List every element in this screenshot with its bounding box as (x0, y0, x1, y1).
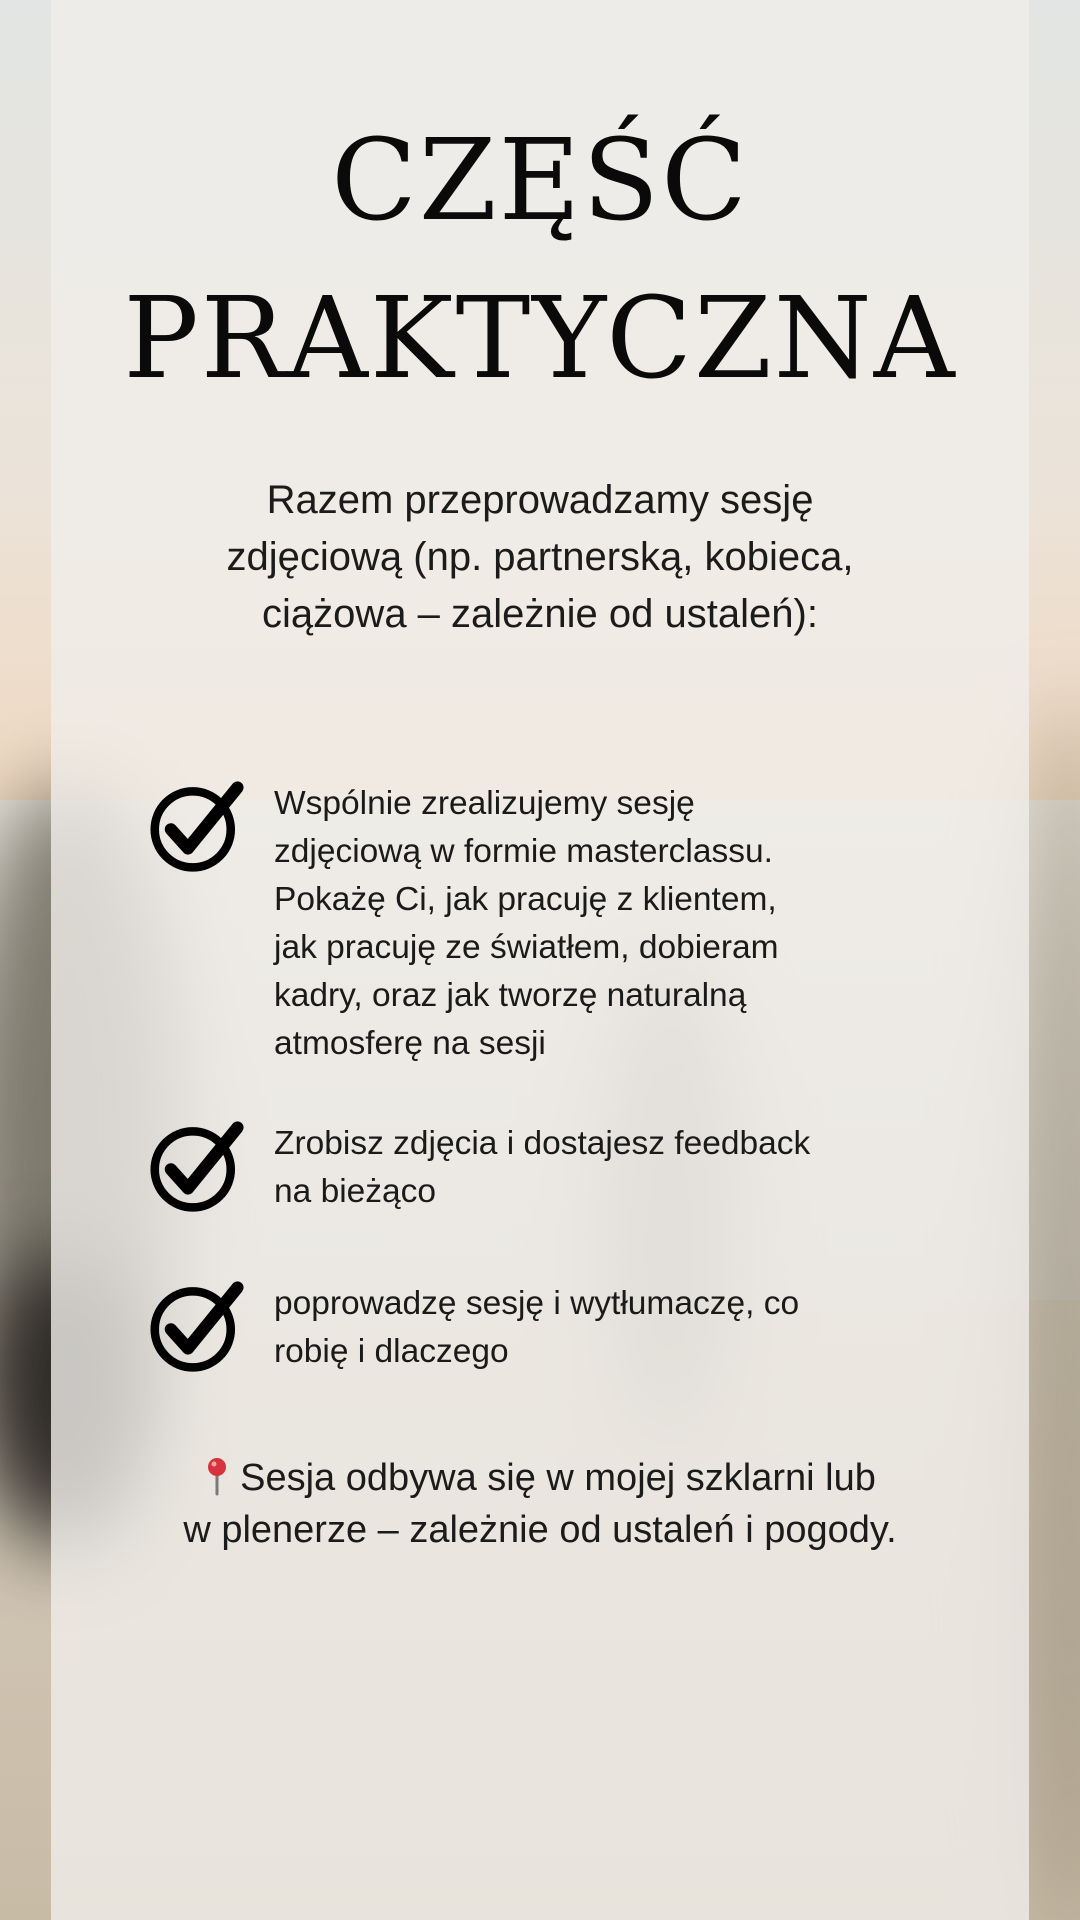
checkmark-circle-icon (150, 1280, 245, 1375)
checklist-line: kadry, oraz jak tworzę naturalną (274, 977, 747, 1014)
location-line-1: Sesja odbywa się w mojej szklarni lub (240, 1457, 876, 1499)
checklist-line: zdjęciową w formie masterclassu. (274, 833, 773, 870)
checklist-line: robię i dlaczego (274, 1333, 509, 1370)
checklist-item-text (274, 1280, 934, 1376)
intro-line-3: ciążowa – zależnie od ustaleń): (262, 592, 818, 636)
checklist-item-text (274, 780, 934, 1068)
checklist-line: atmosferę na sesji (274, 1025, 546, 1062)
checklist-line: jak pracuję ze światłem, dobieram (274, 929, 779, 966)
checklist-item-text (274, 1120, 934, 1216)
checkmark-circle-icon (150, 1120, 245, 1215)
intro-text (141, 472, 939, 643)
location-note (110, 1452, 970, 1556)
intro-line-2: zdjęciową (np. partnerską, kobieca, (226, 535, 854, 579)
checkmark-circle-icon (150, 780, 245, 875)
checklist-line: na bieżąco (274, 1173, 437, 1210)
intro-line-1: Razem przeprowadzamy sesję (266, 478, 814, 522)
checklist-line: Pokażę Ci, jak pracuję z klientem, (274, 881, 777, 918)
pin-icon (204, 1456, 230, 1496)
checklist-line: Wspólnie zrealizujemy sesję (274, 785, 695, 822)
title-line-2: PRAKTYCZNA (123, 274, 957, 404)
location-line-2: w plenerze – zależnie od ustaleń i pogody. (183, 1509, 897, 1551)
checklist-line: Zrobisz zdjęcia i dostajesz feedback (274, 1125, 811, 1162)
title-line-1: CZĘŚĆ (331, 116, 749, 246)
checklist-line: poprowadzę sesję i wytłumaczę, co (274, 1285, 800, 1322)
